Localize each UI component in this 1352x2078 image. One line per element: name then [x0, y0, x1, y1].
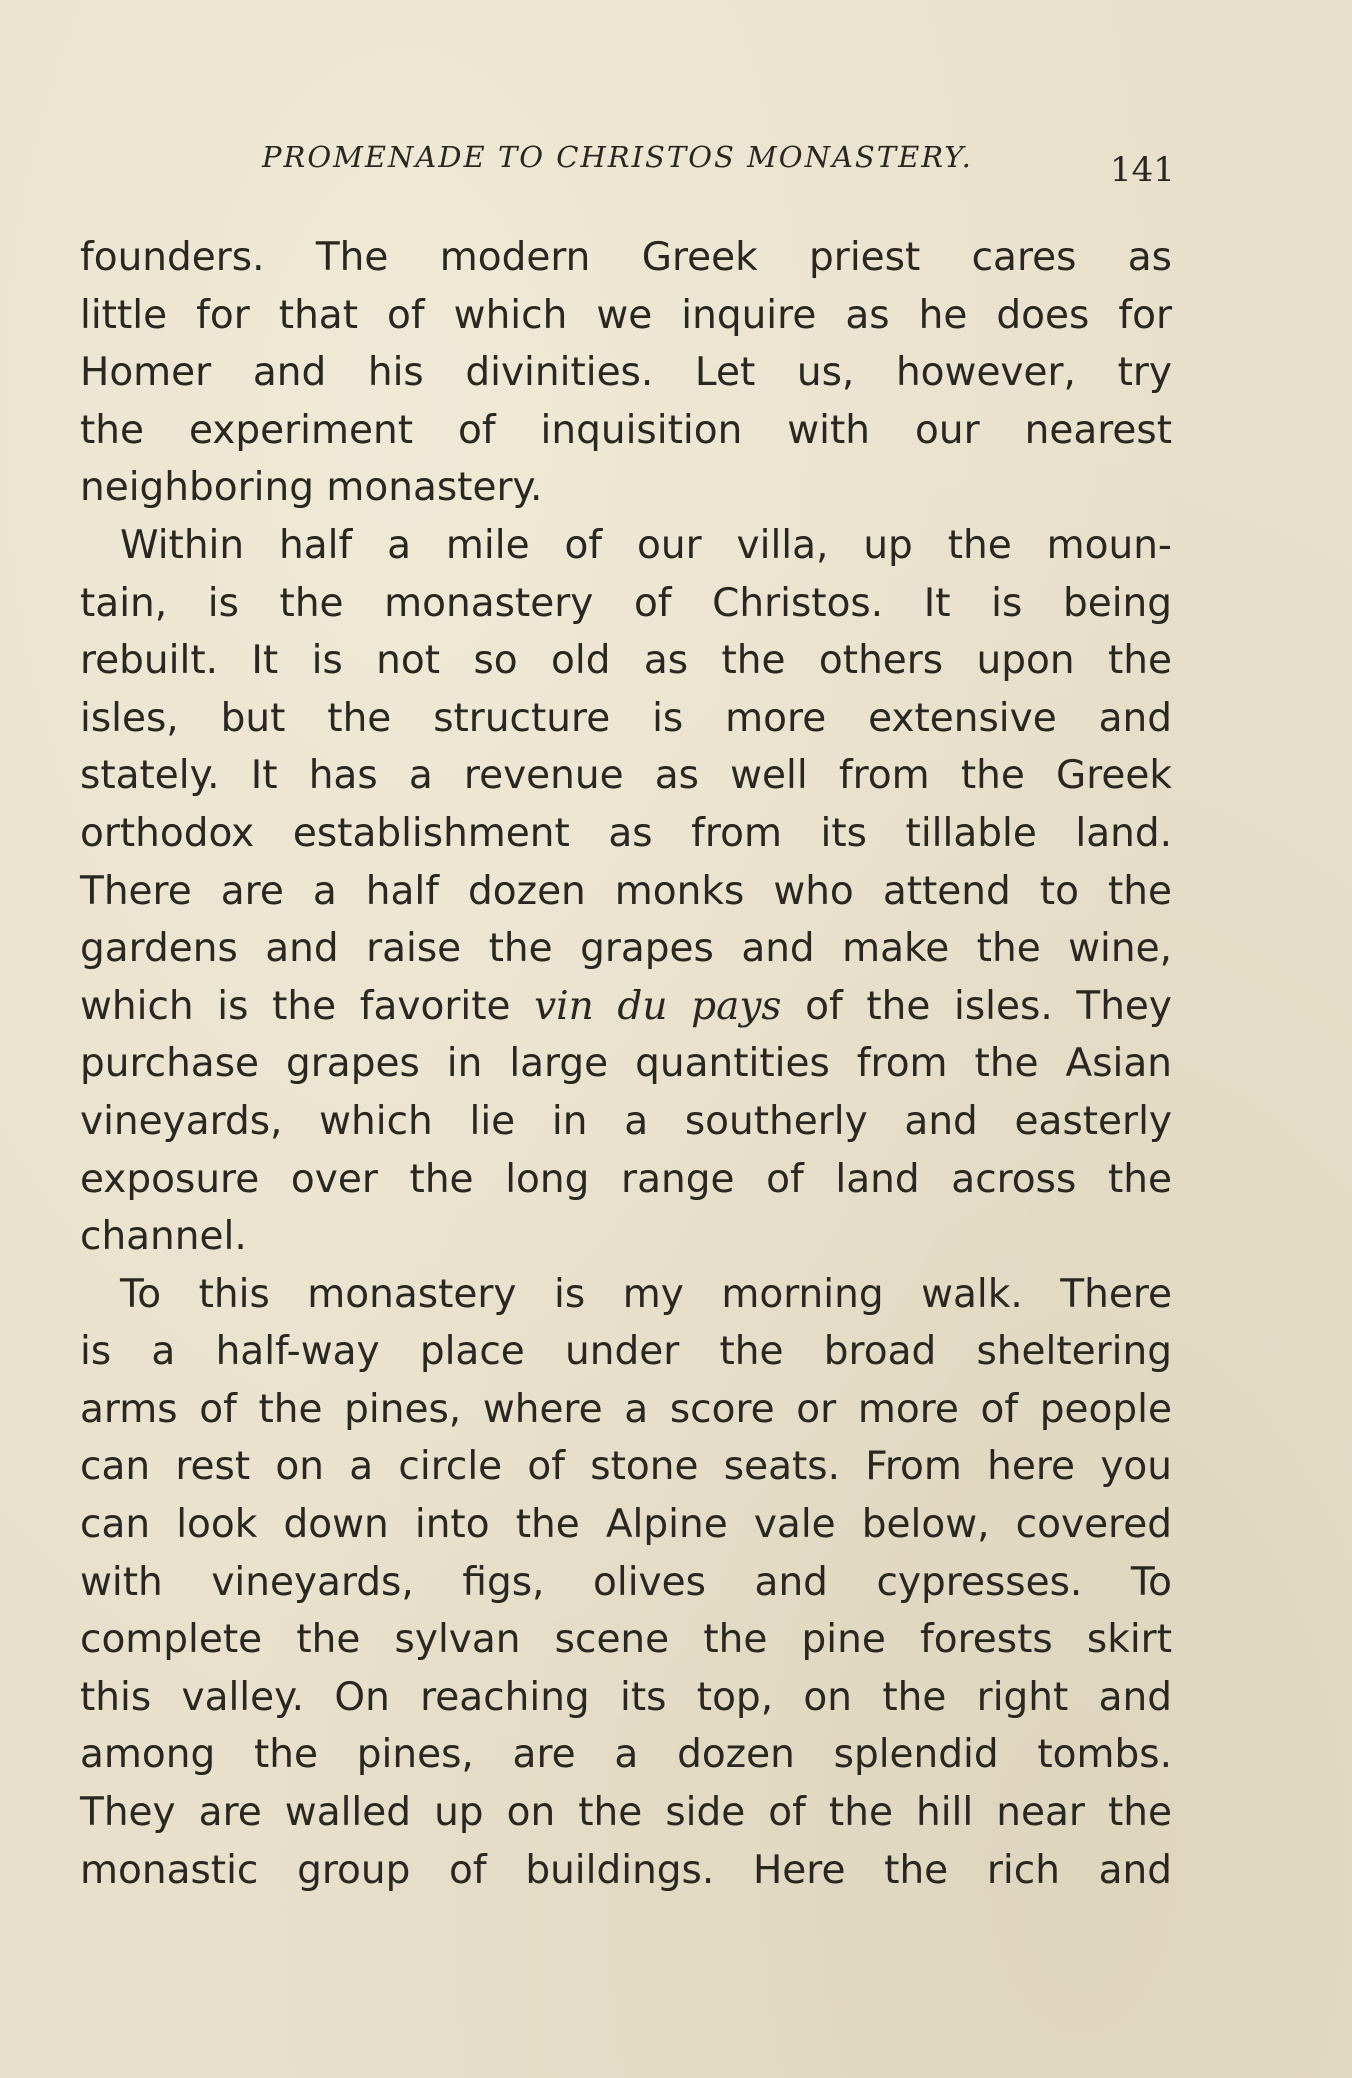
- text-line: among the pines, are a dozen splendid tombs.: [80, 1732, 1172, 1778]
- text-segment: which is the favorite: [80, 983, 535, 1029]
- text-line: with vineyards, figs, olives and cypresses. To: [80, 1559, 1172, 1605]
- text-line: isles, but the structure is more extensive and: [80, 695, 1172, 741]
- text-line: tain, is the monastery of Christos. It is being: [80, 580, 1172, 626]
- text-line: There are a half dozen monks who attend to the: [80, 868, 1172, 914]
- text-line: can look down into the Alpine vale below, covered: [80, 1502, 1172, 1548]
- text-line: complete the sylvan scene the pine forests skirt: [80, 1617, 1172, 1663]
- text-line: orthodox establishment as from its tillable land.: [80, 810, 1172, 856]
- text-line: exposure over the long range of land across the: [80, 1156, 1172, 1202]
- text-line: Homer and his divinities. Let us, however, try: [80, 350, 1172, 396]
- text-line: stately. It has a revenue as well from the Greek: [80, 753, 1172, 799]
- text-line: founders. The modern Greek priest cares as: [80, 235, 1172, 280]
- text-line: channel.: [80, 1214, 247, 1260]
- text-line: purchase grapes in large quantities from the Asian: [80, 1041, 1172, 1087]
- text-line: monastic group of buildings. Here the rich and: [80, 1847, 1172, 1893]
- text-line-with-italic: [80, 978, 1172, 1036]
- text-line: is a half-way place under the broad sheltering: [80, 1329, 1172, 1375]
- body-text: [80, 229, 1172, 1899]
- text-line: this valley. On reaching its top, on the right and: [80, 1674, 1172, 1720]
- text-line: little for that of which we inquire as he does for: [80, 292, 1172, 338]
- text-line: vineyards, which lie in a southerly and easterly: [80, 1098, 1172, 1144]
- italic-phrase: vin du pays: [534, 983, 782, 1029]
- text-line: rebuilt. It is not so old as the others upon the: [80, 638, 1172, 684]
- text-line: To this monastery is my morning walk. There: [120, 1271, 1172, 1317]
- text-line: They are walled up on the side of the hill near the: [80, 1790, 1172, 1836]
- paragraph-1: [80, 229, 1172, 517]
- text-line: the experiment of inquisition with our nearest: [80, 407, 1172, 453]
- text-line: Within half a mile of our villa, up the moun-: [120, 522, 1172, 568]
- text-line: neighboring monastery.: [80, 465, 543, 511]
- text-line: arms of the pines, where a score or more of people: [80, 1386, 1172, 1432]
- running-head: PROMENADE TO CHRISTOS MONASTERY.: [262, 140, 973, 174]
- paragraph-3: [80, 1266, 1172, 1900]
- text-line: can rest on a circle of stone seats. From here you: [80, 1444, 1172, 1490]
- text-line: gardens and raise the grapes and make the wine,: [80, 926, 1172, 972]
- page-number: 141: [1110, 150, 1175, 190]
- page-header: [0, 140, 1352, 190]
- paragraph-2: [80, 517, 1172, 1266]
- text-segment: of the isles. They: [781, 983, 1172, 1029]
